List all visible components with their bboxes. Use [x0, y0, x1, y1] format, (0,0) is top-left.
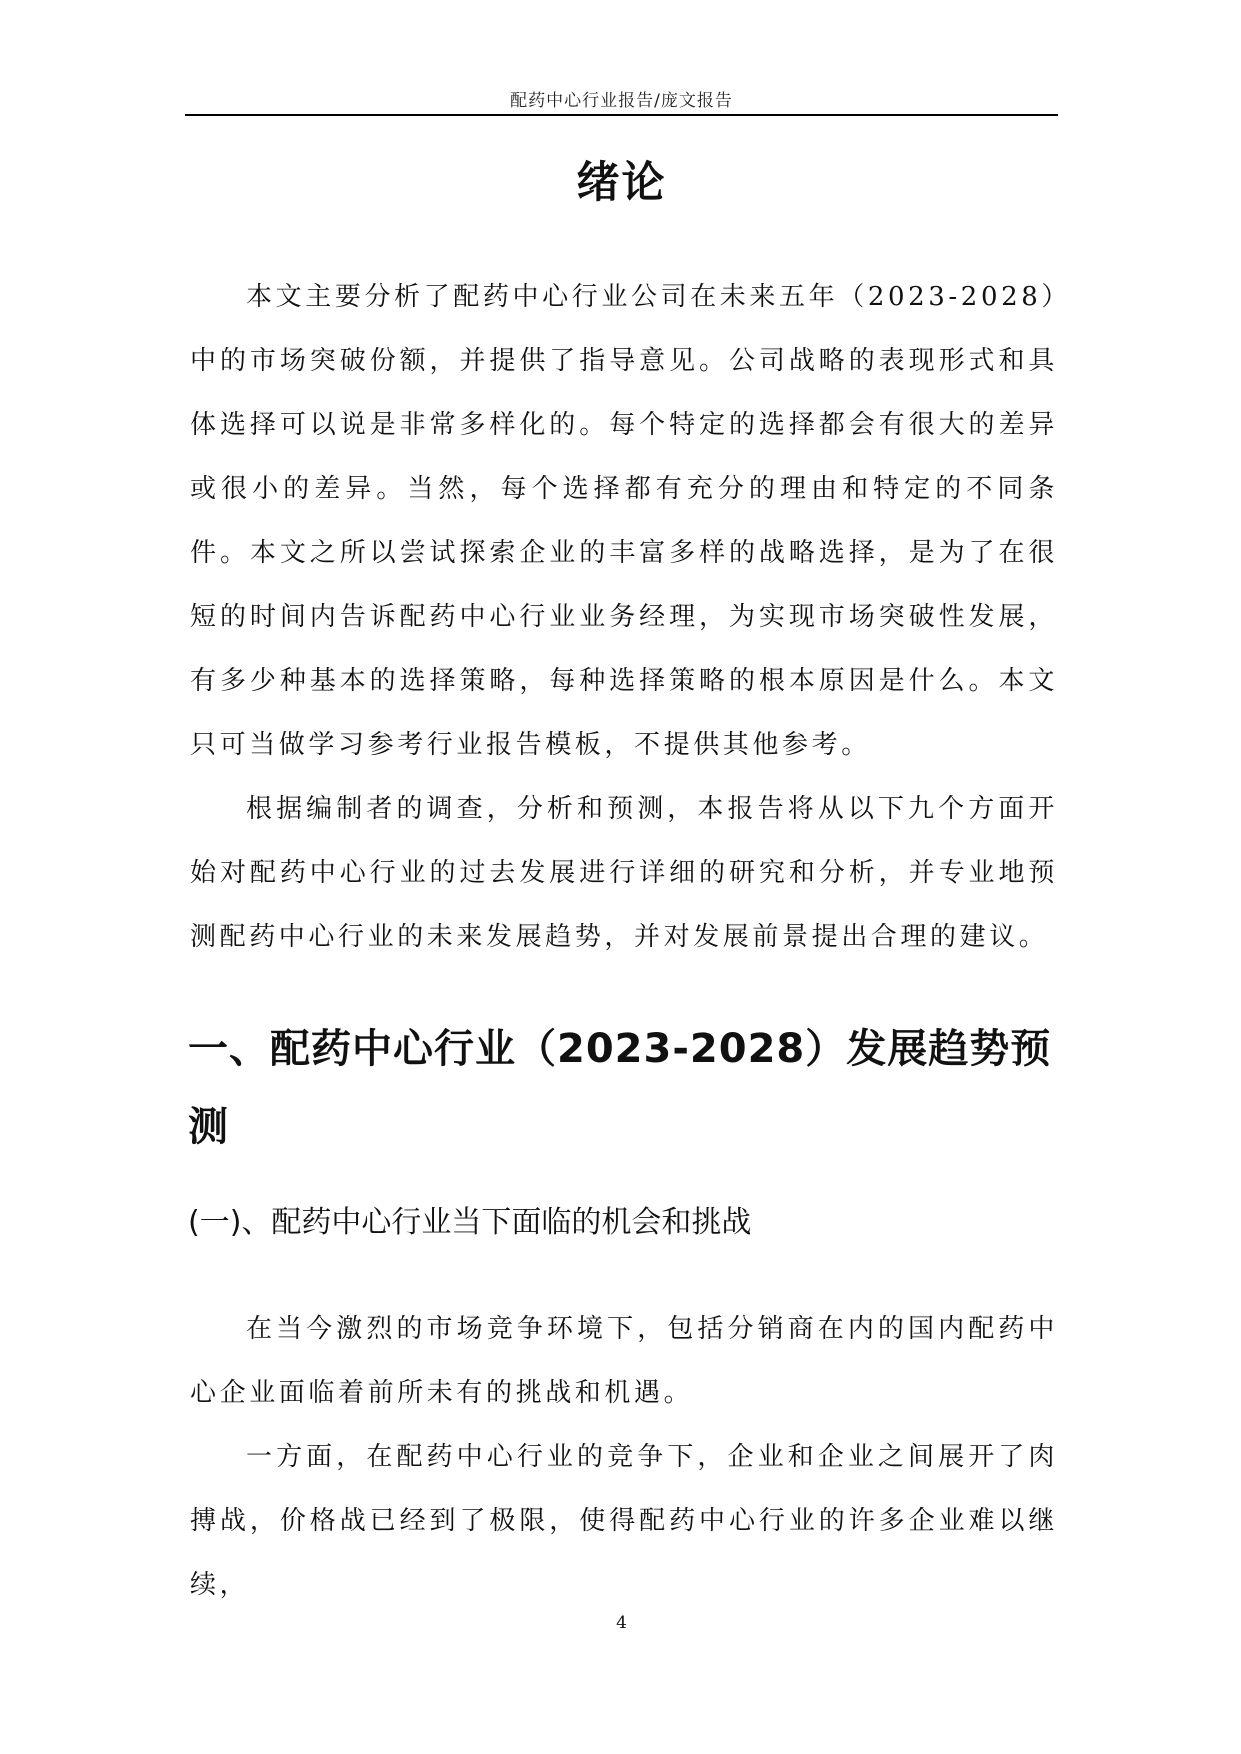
- subsection-heading: (一)、配药中心行业当下面临的机会和挑战: [188, 1205, 752, 1240]
- page-number: 4: [616, 1613, 627, 1633]
- subsection-paragraph-1: 在当今激烈的市场竞争环境下，包括分销商在内的国内配药中心企业面临着前所未有的挑战和机遇。: [190, 1314, 1058, 1408]
- intro-paragraph-2: 根据编制者的调查，分析和预测，本报告将从以下九个方面开始对配药中心行业的过去发展进行详细的研究和分析，并专业地预测配药中心行业的未来发展趋势，并对发展前景提出合理的建议。: [190, 794, 1058, 952]
- running-header: 配药中心行业报告/庞文报告: [510, 91, 733, 111]
- section-heading: 一、配药中心行业（2023-2028）发展趋势预测: [188, 1026, 1052, 1150]
- intro-paragraph-1: 本文主要分析了配药中心行业公司在未来五年（2023-2028）中的市场突破份额，并提供了指导意见。公司战略的表现形式和具体选择可以说是非常多样化的。每个特定的选择都会有很大的差异或很小的差异。当然，每个选择都有充分的理由和特定的不同条件。本文之所以尝试探索企业的丰富多样的战略选择，是为了在很短的时间内告诉配药中心行业业务经理，为实现市场突破性发展，有多少种基本的选择策略，每种选择策略的根本原因是什么。本文只可当做学习参考行业报告模板，不提供其他参考。: [190, 282, 1058, 760]
- subsection-paragraph-2: 一方面，在配药中心行业的竞争下，企业和企业之间展开了肉搏战，价格战已经到了极限，使得配药中心行业的许多企业难以继续，: [190, 1442, 1058, 1600]
- header-divider: [185, 114, 1058, 116]
- page-title: 绪论: [576, 158, 667, 208]
